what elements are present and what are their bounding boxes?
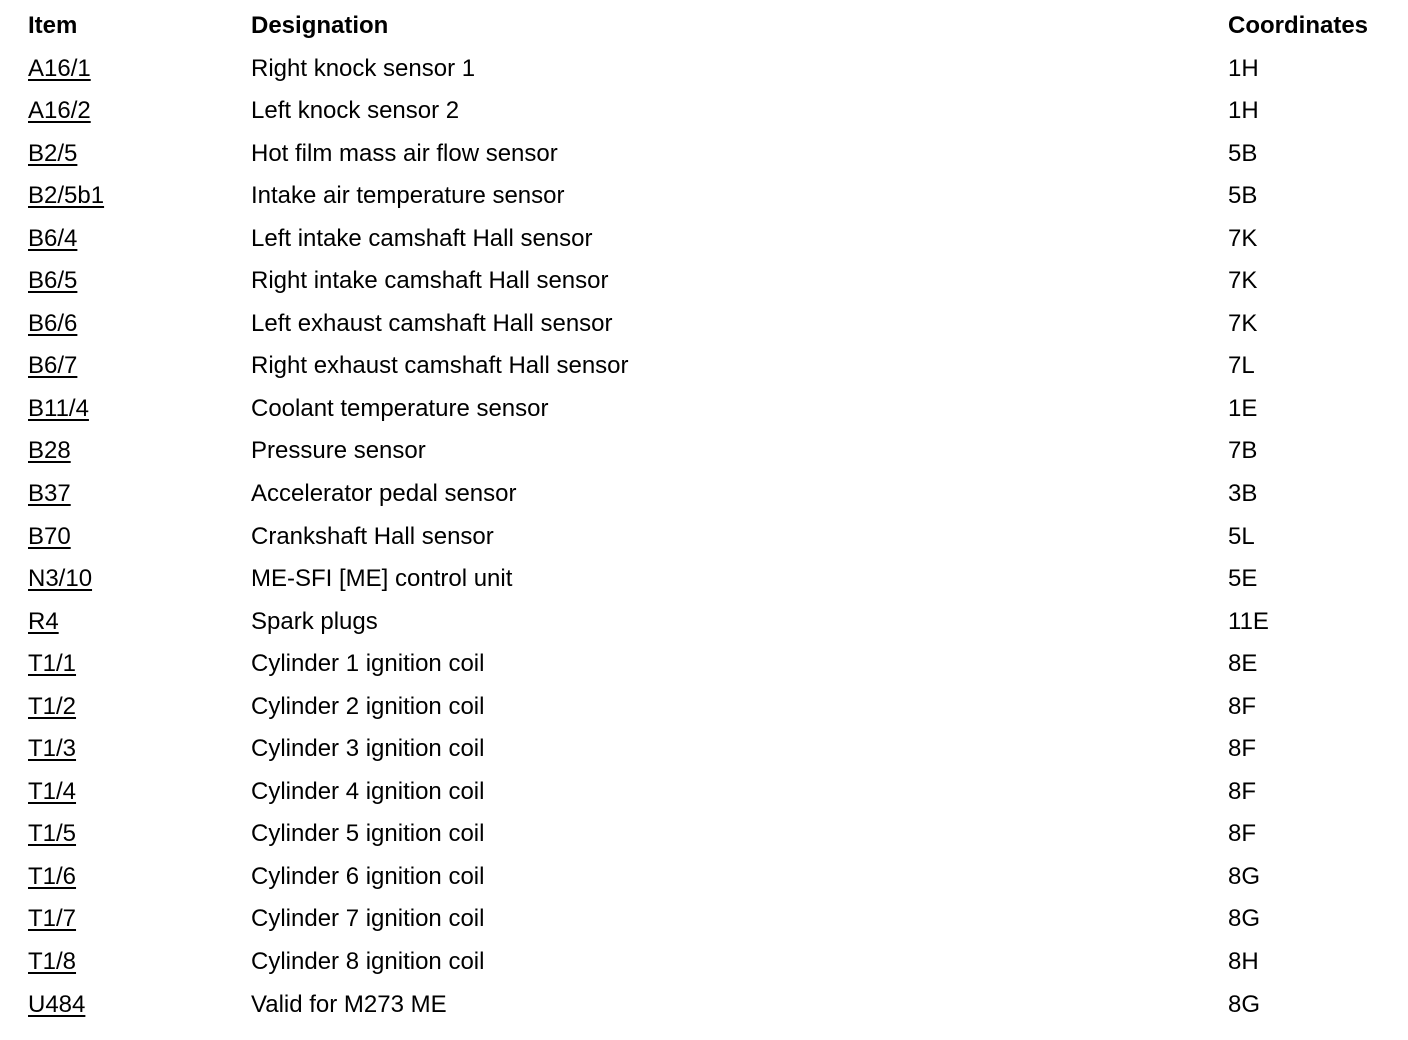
designation-cell: Intake air temperature sensor	[251, 182, 565, 210]
coordinates-cell: 8G	[1228, 905, 1261, 933]
table-row	[28, 987, 1388, 1030]
designation-cell: Pressure sensor	[251, 437, 426, 465]
designation-cell: Accelerator pedal sensor	[251, 480, 517, 508]
coordinates-cell: 7L	[1228, 352, 1255, 380]
component-legend-table	[28, 8, 1388, 1029]
header-coordinates: Coordinates	[1228, 12, 1369, 39]
coordinates-cell: 1H	[1228, 54, 1259, 82]
item-code-link[interactable]: T1/2	[28, 692, 77, 720]
designation-cell: Cylinder 6 ignition coil	[251, 862, 485, 890]
coordinates-cell: 1H	[1228, 97, 1259, 125]
table-row	[28, 136, 1388, 179]
coordinates-cell: 8F	[1228, 692, 1257, 720]
item-code-link[interactable]: B2/5b1	[28, 182, 105, 210]
table-row	[28, 306, 1388, 349]
table-row	[28, 901, 1388, 944]
item-code-link[interactable]: B6/7	[28, 352, 78, 380]
item-code-link[interactable]: T1/6	[28, 862, 77, 890]
item-code-link[interactable]: B2/5	[28, 139, 78, 167]
table-row	[28, 816, 1388, 859]
designation-cell: ME-SFI [ME] control unit	[251, 565, 513, 593]
table-row	[28, 604, 1388, 647]
table-row	[28, 646, 1388, 689]
coordinates-cell: 8H	[1228, 948, 1259, 976]
coordinates-cell: 8G	[1228, 862, 1261, 890]
table-row	[28, 51, 1388, 94]
designation-cell: Cylinder 3 ignition coil	[251, 735, 485, 763]
table-header	[28, 8, 1388, 51]
item-code-link[interactable]: B37	[28, 480, 71, 508]
item-code-link[interactable]: T1/7	[28, 905, 77, 933]
item-code-link[interactable]: U484	[28, 990, 86, 1018]
designation-cell: Cylinder 1 ignition coil	[251, 650, 485, 678]
designation-cell: Spark plugs	[251, 607, 378, 635]
coordinates-cell: 5B	[1228, 139, 1258, 167]
item-code-link[interactable]: T1/1	[28, 650, 77, 678]
table-row	[28, 561, 1388, 604]
coordinates-cell: 8E	[1228, 650, 1258, 678]
table-row	[28, 178, 1388, 221]
table-body	[28, 51, 1388, 1030]
table-row	[28, 944, 1388, 987]
coordinates-cell: 7K	[1228, 309, 1258, 337]
item-code-link[interactable]: T1/4	[28, 777, 77, 805]
coordinates-cell: 7K	[1228, 267, 1258, 295]
coordinates-cell: 5E	[1228, 565, 1258, 593]
table-row	[28, 774, 1388, 817]
coordinates-cell: 8F	[1228, 820, 1257, 848]
table-row	[28, 689, 1388, 732]
table-row	[28, 391, 1388, 434]
coordinates-cell: 8G	[1228, 990, 1261, 1018]
header-designation: Designation	[251, 12, 389, 39]
coordinates-cell: 3B	[1228, 480, 1258, 508]
designation-cell: Cylinder 5 ignition coil	[251, 820, 485, 848]
designation-cell: Crankshaft Hall sensor	[251, 522, 494, 550]
table-row	[28, 519, 1388, 562]
item-code-link[interactable]: T1/8	[28, 948, 77, 976]
item-code-link[interactable]: B6/6	[28, 309, 78, 337]
designation-cell: Cylinder 7 ignition coil	[251, 905, 485, 933]
designation-cell: Cylinder 2 ignition coil	[251, 692, 485, 720]
item-code-link[interactable]: B6/5	[28, 267, 78, 295]
coordinates-cell: 7K	[1228, 224, 1258, 252]
designation-cell: Coolant temperature sensor	[251, 394, 549, 422]
coordinates-cell: 8F	[1228, 735, 1257, 763]
table-row	[28, 859, 1388, 902]
designation-cell: Left intake camshaft Hall sensor	[251, 224, 593, 252]
table-row	[28, 263, 1388, 306]
table-row	[28, 433, 1388, 476]
item-code-link[interactable]: B6/4	[28, 224, 78, 252]
designation-cell: Cylinder 8 ignition coil	[251, 948, 485, 976]
table-row	[28, 348, 1388, 391]
designation-cell: Right intake camshaft Hall sensor	[251, 267, 609, 295]
coordinates-cell: 5B	[1228, 182, 1258, 210]
item-code-link[interactable]: B28	[28, 437, 71, 465]
coordinates-cell: 8F	[1228, 777, 1257, 805]
designation-cell: Left exhaust camshaft Hall sensor	[251, 309, 613, 337]
coordinates-cell: 1E	[1228, 394, 1258, 422]
item-code-link[interactable]: B70	[28, 522, 71, 550]
header-item: Item	[28, 12, 78, 39]
item-code-link[interactable]: R4	[28, 607, 59, 635]
coordinates-cell: 7B	[1228, 437, 1258, 465]
table-row	[28, 221, 1388, 264]
table-row	[28, 93, 1388, 136]
designation-cell: Right knock sensor 1	[251, 54, 476, 82]
table-row	[28, 476, 1388, 519]
designation-cell: Hot film mass air flow sensor	[251, 139, 558, 167]
designation-cell: Valid for M273 ME	[251, 990, 447, 1018]
designation-cell: Right exhaust camshaft Hall sensor	[251, 352, 629, 380]
designation-cell: Cylinder 4 ignition coil	[251, 777, 485, 805]
coordinates-cell: 5L	[1228, 522, 1255, 550]
item-code-link[interactable]: B11/4	[28, 394, 89, 422]
item-code-link[interactable]: A16/1	[28, 54, 91, 82]
table-row	[28, 731, 1388, 774]
coordinates-cell: 11E	[1228, 607, 1269, 635]
designation-cell: Left knock sensor 2	[251, 97, 460, 125]
item-code-link[interactable]: A16/2	[28, 97, 91, 125]
item-code-link[interactable]: T1/5	[28, 820, 77, 848]
item-code-link[interactable]: T1/3	[28, 735, 77, 763]
item-code-link[interactable]: N3/10	[28, 565, 93, 593]
